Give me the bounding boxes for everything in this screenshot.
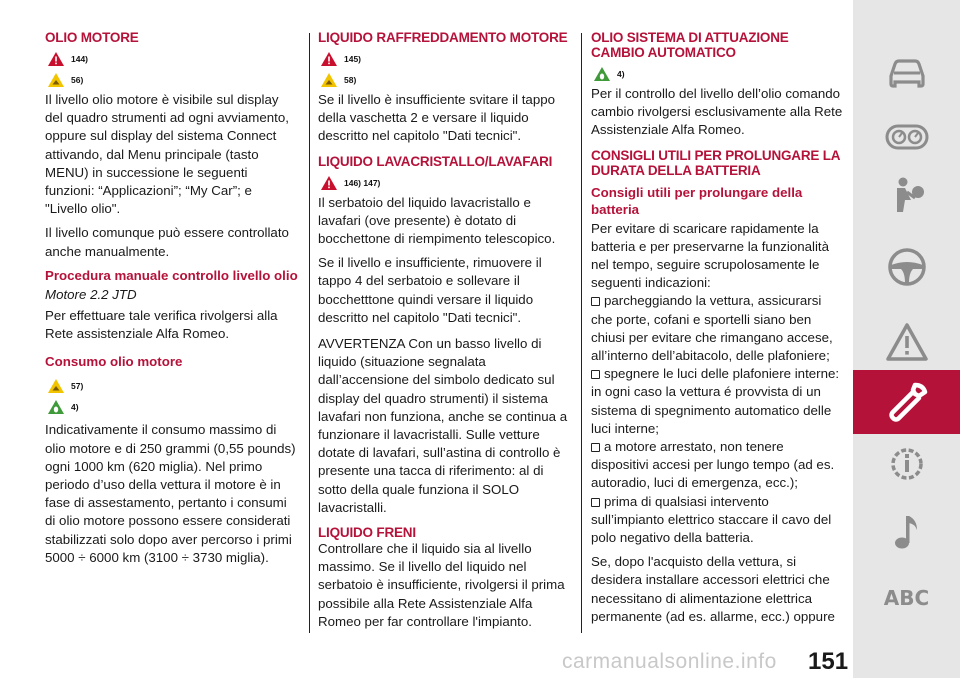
- caution-yellow-icon: [47, 72, 65, 88]
- section-title-raffreddamento: LIQUIDO RAFFREDDAMENTO MOTORE: [318, 30, 568, 45]
- section-title-lavacristallo: LIQUIDO LAVACRISTALLO/LAVAFARI: [318, 153, 553, 169]
- subheading-batteria: Consigli utili per prolungare della batteria: [591, 184, 803, 217]
- warning-triangle-icon: [885, 322, 929, 362]
- list-item: a motore arrestato, non tenere dispositivi accesi per lungo tempo (ad es. autoradio, luci di emergenza, ecc.);: [591, 439, 835, 491]
- sidebar-item-safety[interactable]: [853, 164, 960, 228]
- list-item: spegnere le luci delle plafoniere interne: in ogni caso la vettura é provvista di un sistema di spegnimento automatico delle luci interne;: [591, 366, 840, 436]
- chapter-sidebar: [853, 0, 960, 678]
- eco-leaf-icon: [47, 399, 65, 415]
- eco-leaf-icon: [593, 66, 611, 82]
- subheading-consumo: Consumo olio motore: [45, 354, 183, 370]
- checkbox-bullet-icon: [591, 297, 600, 306]
- paragraph: Se il livello e insufficiente, rimuovere il tappo 4 del serbatoio e sollevare il bocchetttone quindi versare il liquido descritto nel capitolo "Dati tecnici".: [318, 255, 542, 325]
- music-note-icon: [885, 512, 929, 552]
- ref-caution-yellow: 58): [320, 70, 573, 90]
- warning-red-icon: [320, 51, 338, 67]
- caution-yellow-icon: [47, 378, 65, 394]
- paragraph: Per evitare di scaricare rapidamente la batteria e per preservarne la funzionalità nel tempo, seguire scrupolosamente le seguenti indicazioni:: [591, 220, 830, 291]
- info-gear-icon: [885, 444, 929, 484]
- warning-red-icon: [47, 51, 65, 67]
- paragraph: Controllare che il liquido sia al livello massimo. Se il livello del liquido nel serbatoio è insufficiente, rivolgersi il prima possibile alla Rete Assistenziale Alfa Romeo per far controllare l'impianto.: [318, 541, 565, 629]
- list-item: parcheggiando la vettura, assicurarsi che porte, cofani e sportelli siano ben chiusi per evitare che rimangano accese, all’interno dell’abitacolo, delle plafoniere;: [591, 293, 833, 364]
- sidebar-item-index[interactable]: [853, 566, 960, 630]
- checkbox-bullet-icon: [591, 370, 600, 379]
- paragraph: Indicativamente il consumo massimo di olio motore e di 250 grammi (0,55 pounds) ogni 1000 km (620 miglia). Nel primo periodo d’uso della vettura il motore è in fase di assestamento, pertanto i consumi di olio motore possono essere considerati stabilizzati solo dopo aver percorso i primi 5000 ÷ 6000 km (3100 ÷ 3730 miglia).: [45, 422, 296, 565]
- page-number: 151: [808, 648, 849, 675]
- paragraph-avvertenza: AVVERTENZA Con un basso livello di liquido (situazione segnalata dall’accensione del simbolo dedicato sul display del quadro strumenti) il sistema lavafari non funziona, anche se continua a funzionare il lavacristalli. Sulle vetture dotate di lavafari, sull’astina di controllo è presente una tacca di riferimento: al di sotto della quale funziona il SOLO lavacristalli.: [318, 336, 568, 515]
- seat-airbag-icon: [885, 176, 929, 216]
- sidebar-item-driving[interactable]: [853, 235, 960, 299]
- paragraph: Per effettuare tale verifica rivolgersi alla Rete assistenziale Alfa Romeo.: [45, 308, 278, 342]
- section-title-batteria: CONSIGLI UTILI PER PROLUNGARE LA DURATA DELLA BATTERIA: [591, 147, 840, 178]
- subheading-manual: Procedura manuale controllo livello olio: [45, 267, 298, 283]
- car-icon: [885, 52, 929, 92]
- paragraph: Per il controllo del livello dell’olio comando cambio rivolgersi esclusivamente alla Rete Assistenziale Alfa Romeo.: [591, 86, 843, 138]
- index-abc-label: ABC: [883, 586, 930, 610]
- sidebar-item-dashboard[interactable]: [853, 104, 960, 168]
- column-1: [45, 30, 298, 573]
- ref-warning-red: 146) 147): [320, 173, 573, 193]
- paragraph: Il livello olio motore è visibile sul display del quadro strumenti ad ogni avviamento, oppure sul display del sistema Connect attivando, dal Menu principale (tasto MENU) in successione le seguenti funzioni: “Applicazioni”; “My Car”; e "Livello olio".: [45, 92, 289, 217]
- column-divider: [309, 33, 310, 633]
- sidebar-item-maintenance[interactable]: [853, 370, 960, 434]
- column-3: [591, 30, 843, 632]
- sidebar-item-vehicle[interactable]: [853, 40, 960, 104]
- engine-label: Motore 2.2 JTD: [45, 286, 137, 302]
- paragraph: Il serbatoio del liquido lavacristallo e lavafari (ove presente) è dotato di bocchettone di riempimento telescopico.: [318, 194, 556, 247]
- sidebar-item-technical-data[interactable]: [853, 432, 960, 496]
- ref-eco-green: 4): [47, 397, 298, 417]
- list-item: prima di qualsiasi intervento sull’impianto elettrico staccare il cavo del polo negativo della batteria.: [591, 493, 832, 546]
- ref-eco-green: 4): [593, 64, 843, 84]
- checkbox-bullet-icon: [591, 443, 600, 452]
- checkbox-bullet-icon: [591, 498, 600, 507]
- sidebar-item-multimedia[interactable]: [853, 500, 960, 564]
- section-title-olio-motore: OLIO MOTORE: [45, 30, 139, 45]
- paragraph: Il livello comunque può essere controllato anche manualmente.: [45, 225, 289, 259]
- ref-caution-yellow: 57): [47, 376, 298, 396]
- paragraph: Se il livello è insufficiente svitare il tappo della vaschetta 2 e versare il liquido descritto nel capitolo "Dati tecnici".: [318, 92, 556, 144]
- sidebar-item-warnings[interactable]: [853, 310, 960, 374]
- ref-warning-red: 144): [47, 49, 298, 69]
- column-2: [318, 30, 573, 637]
- section-title-freni: LIQUIDO FRENI: [318, 525, 416, 541]
- caution-yellow-icon: [320, 72, 338, 88]
- column-divider: [581, 33, 582, 633]
- wrench-icon: [885, 382, 929, 422]
- steering-wheel-icon: [885, 247, 929, 287]
- paragraph: Se, dopo l'acquisto della vettura, si desidera installare accessori elettrici che necessitano di alimentazione elettrica permanente (ad es. allarme, ecc.) oppure: [591, 554, 835, 624]
- instrument-cluster-icon: [885, 116, 929, 156]
- warning-red-icon: [320, 175, 338, 191]
- section-title-cambio: OLIO SISTEMA DI ATTUAZIONE CAMBIO AUTOMATICO: [591, 30, 789, 60]
- ref-warning-red: 145): [320, 49, 573, 69]
- ref-caution-yellow: 56): [47, 70, 298, 90]
- watermark: carmanualsonline.info: [562, 650, 777, 673]
